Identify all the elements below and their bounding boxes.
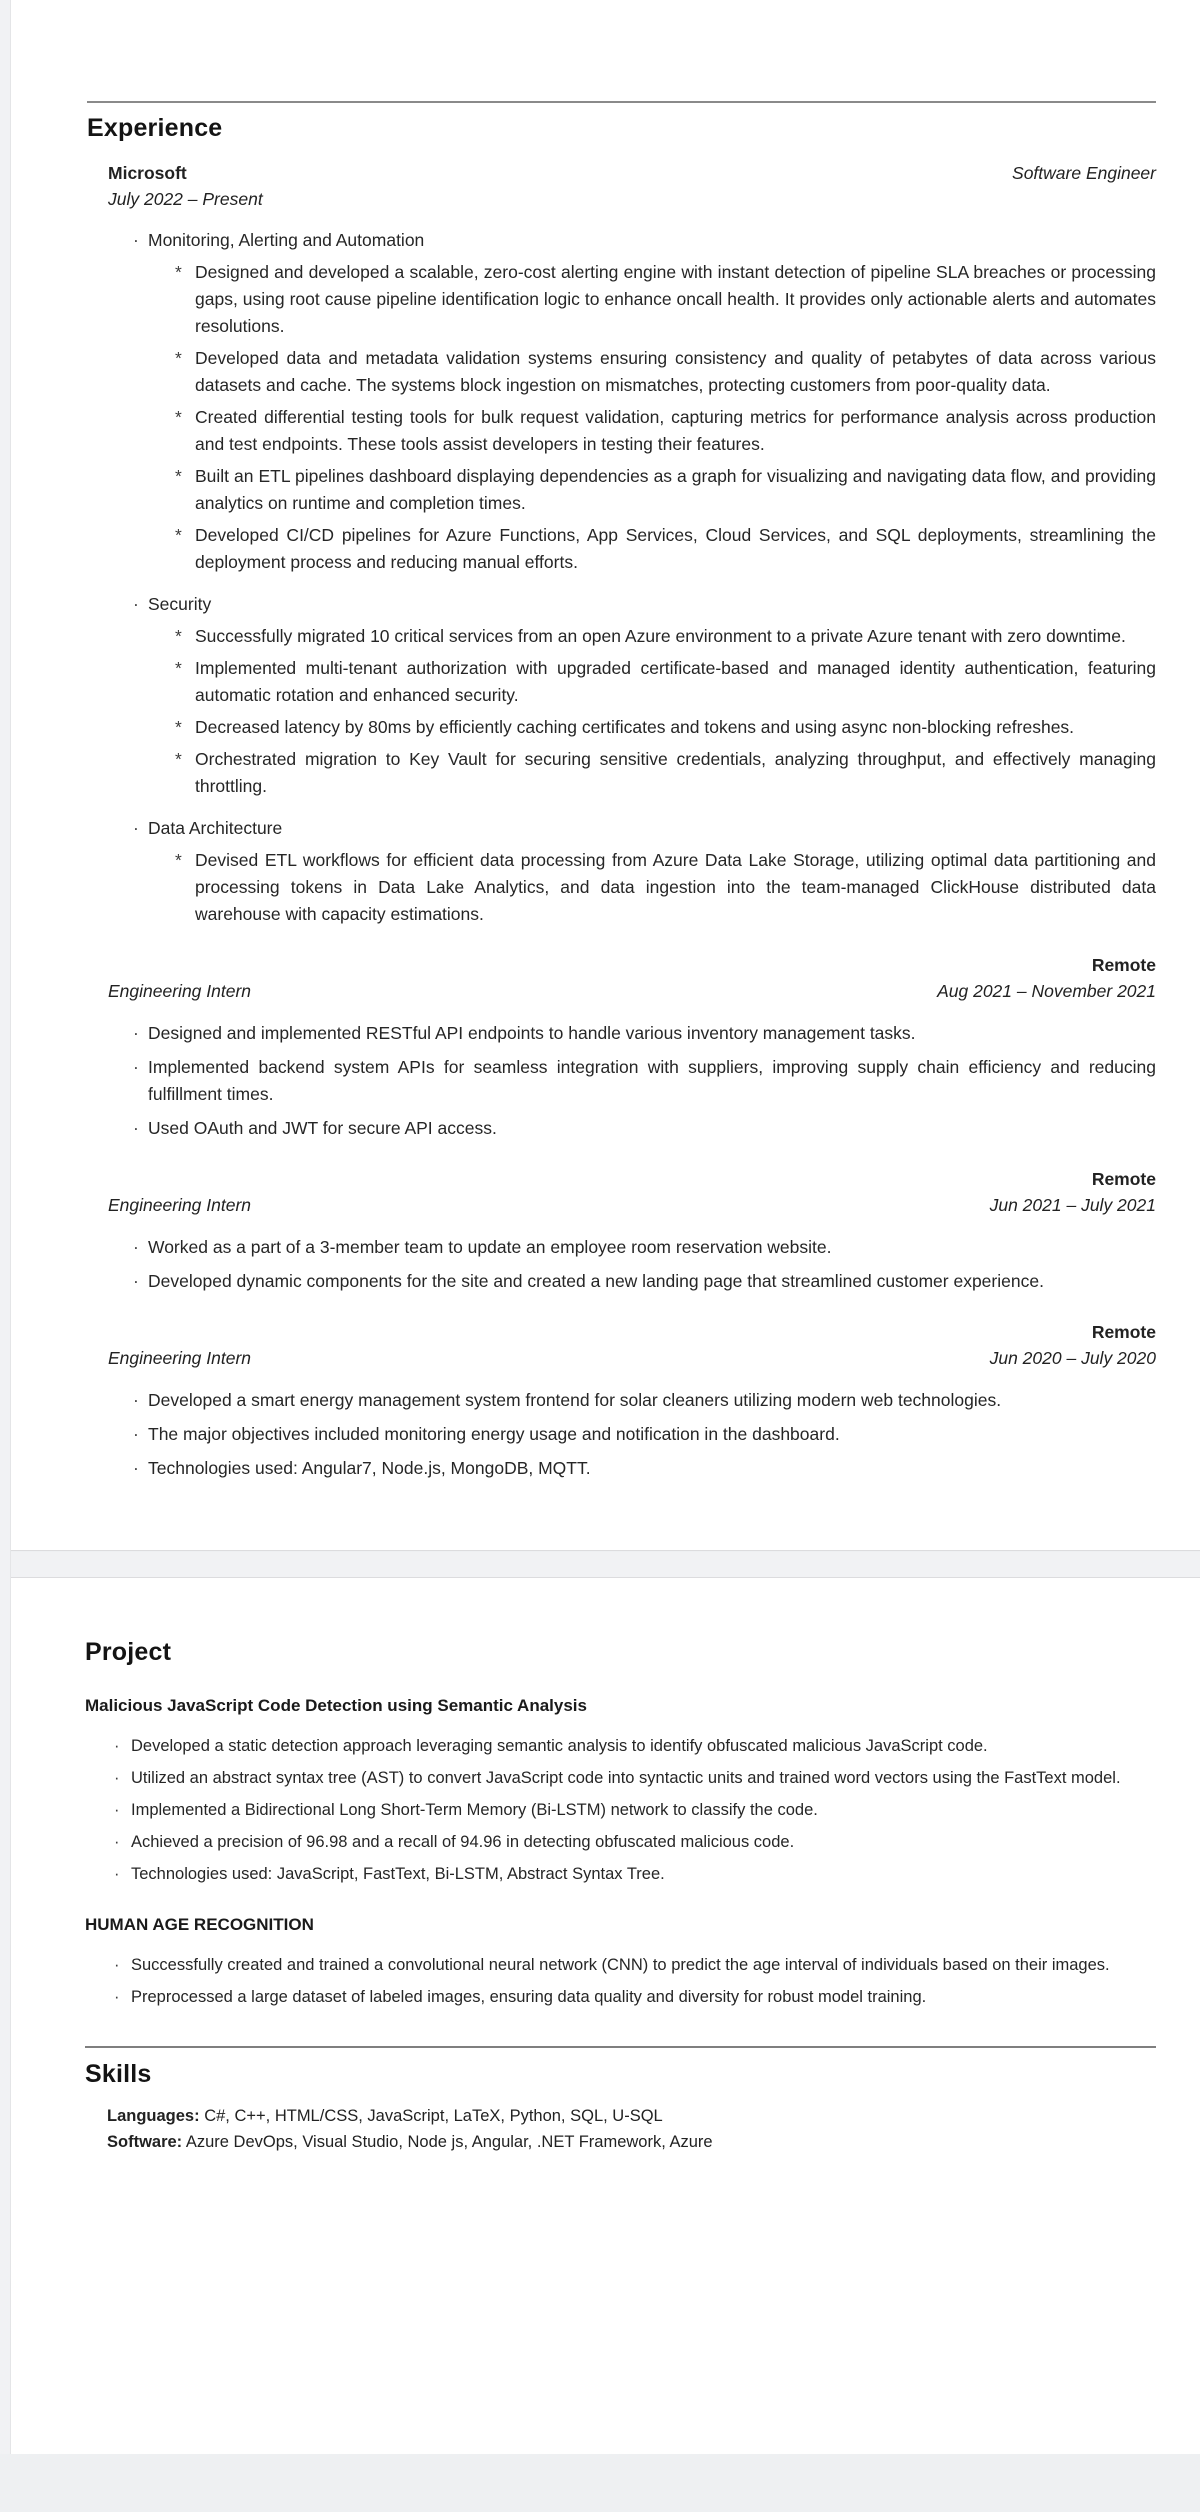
dot-bullet-icon: ·	[133, 818, 139, 838]
experience-bullet: · Worked as a part of a 3-member team to update an employee room reservation website.	[133, 1234, 1156, 1261]
experience-bullet: · Used OAuth and JWT for secure API access.	[133, 1115, 1156, 1142]
experience-bullet: * Developed data and metadata validation systems ensuring consistency and quality of petabytes of data across various datasets and cache. The systems block ingestion on mismatches, protecting customers from poor-quality data.	[175, 345, 1156, 399]
dot-bullet-icon: ·	[133, 230, 139, 250]
document-page-1	[11, 0, 1200, 1551]
skills-languages-row	[107, 2103, 1156, 2129]
experience-bullet: * Implemented multi-tenant authorization with upgraded certificate-based and managed identity authentication, featuring automatic rotation and enhanced security.	[175, 655, 1156, 709]
dot-bullet-icon: ·	[114, 1737, 120, 1755]
experience-heading: Experience	[87, 114, 223, 142]
section-divider	[85, 2046, 1156, 2048]
experience-bullet: * Designed and developed a scalable, zero-cost alerting engine with instant detection of pipeline SLA breaches or processing gaps, using root cause pipeline identification logic to enhance oncall health. It provides only actionable alerts and automates resolutions.	[175, 259, 1156, 340]
document-page-2	[11, 1577, 1200, 2454]
experience-bullet: * Devised ETL workflows for efficient data processing from Azure Data Lake Storage, utilizing optimal data partitioning and processing tokens in Data Lake Analytics, and data ingestion into the team-managed ClickHouse distributed data warehouse with capacity estimations.	[175, 847, 1156, 928]
star-bullet-icon: *	[175, 262, 182, 282]
dot-bullet-icon: ·	[133, 1424, 139, 1444]
company-name: Microsoft	[108, 163, 187, 183]
experience-bullet: · Developed dynamic components for the site and created a new landing page that streamlined customer experience.	[133, 1268, 1156, 1295]
experience-bullet: * Successfully migrated 10 critical services from an open Azure environment to a private Azure tenant with zero downtime.	[175, 623, 1156, 650]
job-title: Software Engineer	[1012, 163, 1156, 183]
experience-bullet: * Built an ETL pipelines dashboard displaying dependencies as a graph for visualizing and navigating data flow, and providing analytics on runtime and completion times.	[175, 463, 1156, 517]
project-bullet: · Successfully created and trained a convolutional neural network (CNN) to predict the age interval of individuals based on their images.	[114, 1953, 1156, 1978]
project-heading: Project	[85, 1638, 172, 1666]
skills-software-row	[107, 2129, 1156, 2155]
star-bullet-icon: *	[175, 525, 182, 545]
dot-bullet-icon: ·	[133, 1271, 139, 1291]
dot-bullet-icon: ·	[114, 1865, 120, 1883]
job-title: Engineering Intern	[108, 981, 252, 1001]
star-bullet-icon: *	[175, 717, 182, 737]
bullet-group-label: · Security	[133, 591, 1156, 618]
dot-bullet-icon: ·	[114, 1801, 120, 1819]
dot-bullet-icon: ·	[133, 1458, 139, 1478]
job-header-intern-3	[108, 1319, 1156, 1371]
project-bullet: · Achieved a precision of 96.98 and a recall of 94.96 in detecting obfuscated malicious code.	[114, 1830, 1156, 1855]
dot-bullet-icon: ·	[114, 1769, 120, 1787]
star-bullet-icon: *	[175, 466, 182, 486]
job-title: Engineering Intern	[108, 1348, 252, 1368]
job-location: Remote	[1091, 1169, 1156, 1189]
dot-bullet-icon: ·	[133, 1023, 139, 1043]
experience-bullet: · Technologies used: Angular7, Node.js, MongoDB, MQTT.	[133, 1455, 1156, 1482]
experience-bullet: · Designed and implemented RESTful API endpoints to handle various inventory management tasks.	[133, 1020, 1156, 1047]
job-header-microsoft	[108, 160, 1156, 212]
dot-bullet-icon: ·	[133, 1118, 139, 1138]
dot-bullet-icon: ·	[114, 1956, 120, 1974]
page-gap	[0, 1552, 1200, 1577]
dot-bullet-icon: ·	[133, 1057, 139, 1077]
star-bullet-icon: *	[175, 626, 182, 646]
job-dates: Aug 2021 – November 2021	[937, 981, 1156, 1001]
viewer-left-gutter	[0, 0, 11, 2454]
job-dates: July 2022 – Present	[108, 189, 263, 209]
job-dates: Jun 2021 – July 2021	[989, 1195, 1156, 1215]
project-bullet: · Implemented a Bidirectional Long Short-Term Memory (Bi-LSTM) network to classify the code.	[114, 1798, 1156, 1823]
job-location: Remote	[1091, 955, 1156, 975]
experience-bullet: * Orchestrated migration to Key Vault for securing sensitive credentials, analyzing throughput, and effectively managing throttling.	[175, 746, 1156, 800]
dot-bullet-icon: ·	[114, 1833, 120, 1851]
project-title: Malicious JavaScript Code Detection using Semantic Analysis	[85, 1696, 587, 1715]
job-header-intern-1	[108, 952, 1156, 1004]
project-bullet: · Utilized an abstract syntax tree (AST) to convert JavaScript code into syntactic units and trained word vectors using the FastText model.	[114, 1766, 1156, 1791]
star-bullet-icon: *	[175, 348, 182, 368]
project-bullet: · Technologies used: JavaScript, FastText, Bi-LSTM, Abstract Syntax Tree.	[114, 1862, 1156, 1887]
experience-bullet: · Developed a smart energy management system frontend for solar cleaners utilizing modern web technologies.	[133, 1387, 1156, 1414]
experience-bullet: · Implemented backend system APIs for seamless integration with suppliers, improving supply chain efficiency and reducing fulfillment times.	[133, 1054, 1156, 1108]
project-title: HUMAN AGE RECOGNITION	[85, 1915, 314, 1934]
project-bullet: · Preprocessed a large dataset of labeled images, ensuring data quality and diversity for robust model training.	[114, 1985, 1156, 2010]
experience-bullet: * Developed CI/CD pipelines for Azure Functions, App Services, Cloud Services, and SQL deployments, streamlining the deployment process and reducing manual efforts.	[175, 522, 1156, 576]
skills-row-value: C#, C++, HTML/CSS, JavaScript, LaTeX, Python, SQL, U-SQL	[204, 2107, 663, 2125]
star-bullet-icon: *	[175, 407, 182, 427]
bullet-group-label: · Monitoring, Alerting and Automation	[133, 227, 1156, 254]
job-header-intern-2	[108, 1166, 1156, 1218]
project-bullet: · Developed a static detection approach leveraging semantic analysis to identify obfuscated malicious JavaScript code.	[114, 1734, 1156, 1759]
experience-bullet: * Created differential testing tools for bulk request validation, capturing metrics for performance analysis across production and test endpoints. These tools assist developers in testing their features.	[175, 404, 1156, 458]
section-divider	[87, 101, 1156, 103]
skills-heading: Skills	[85, 2060, 152, 2088]
star-bullet-icon: *	[175, 850, 182, 870]
bullet-group-label: · Data Architecture	[133, 815, 1156, 842]
dot-bullet-icon: ·	[133, 1237, 139, 1257]
skills-row-value: Azure DevOps, Visual Studio, Node js, Angular, .NET Framework, Azure	[185, 2133, 713, 2151]
dot-bullet-icon: ·	[114, 1988, 120, 2006]
dot-bullet-icon: ·	[133, 1390, 139, 1410]
job-dates: Jun 2020 – July 2020	[989, 1348, 1156, 1368]
star-bullet-icon: *	[175, 749, 182, 769]
skills-row-label: Software:	[107, 2133, 183, 2151]
skills-row-label: Languages:	[107, 2107, 200, 2125]
job-title: Engineering Intern	[108, 1195, 252, 1215]
experience-bullet: · The major objectives included monitoring energy usage and notification in the dashboard.	[133, 1421, 1156, 1448]
star-bullet-icon: *	[175, 658, 182, 678]
dot-bullet-icon: ·	[133, 594, 139, 614]
experience-bullet: * Decreased latency by 80ms by efficiently caching certificates and tokens and using async non-blocking refreshes.	[175, 714, 1156, 741]
job-location: Remote	[1091, 1322, 1156, 1342]
